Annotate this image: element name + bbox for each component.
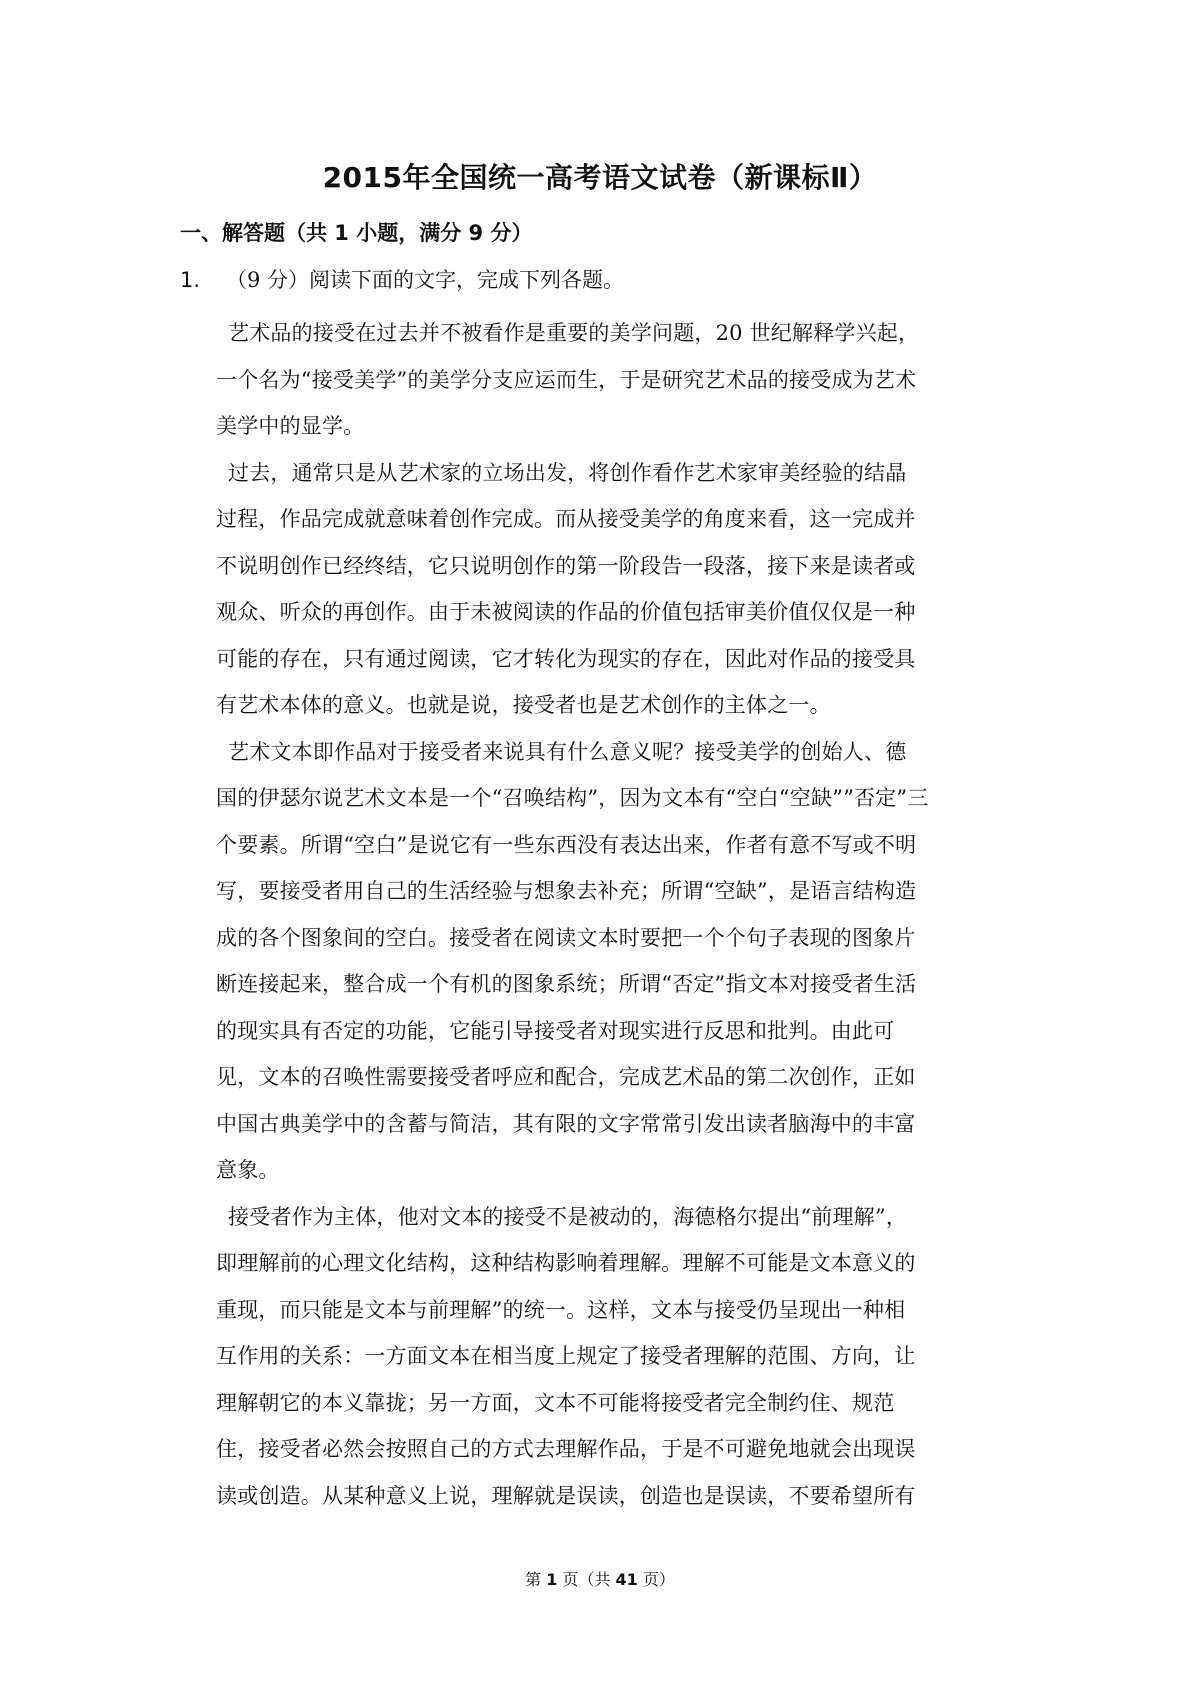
passage-line: 个要素。所谓“空白”是说它有一些东西没有表达出来，作者有意不写或不明 [216,832,917,857]
passage-line: 观众、听众的再创作。由于未被阅读的作品的价值包括审美价值仅仅是一种 [216,600,916,624]
passage-line: 一个名为“接受美学”的美学分支应运而生，于是研究艺术品的接受成为艺术 [216,367,917,392]
passage-line: 互作用的关系：一方面文本在相当度上规定了接受者理解的范围、方向，让 [216,1344,916,1368]
passage-line: 不说明创作已经终结，它只说明创作的第一阶段告一段落，接下来是读者或 [216,553,916,578]
footer-suffix: 页） [637,1570,675,1589]
passage-line: 即理解前的心理文化结构，这种结构影响着理解。理解不可能是文本意义的 [216,1251,916,1275]
passage-line: 见，文本的召唤性需要接受者呼应和配合，完成艺术品的第二次创作，正如 [216,1065,916,1089]
passage-paragraph-4 [216,1194,1026,1520]
question-prompt: （9 分）阅读下面的文字，完成下列各题。 [226,268,625,292]
question-number: 1. [180,268,201,292]
passage-line: 读或创造。从某种意义上说，理解就是误读，创造也是误读，不要希望所有 [216,1483,916,1508]
passage-line: 接受者作为主体，他对文本的接受不是被动的，海德格尔提出“前理解”， [228,1204,908,1229]
passage-line: 艺术文本即作品对于接受者来说具有什么意义呢？接受美学的创始人、德 [228,739,907,764]
footer-page-number: 1 [546,1570,558,1589]
passage-paragraph-3 [216,729,1026,1194]
footer-middle: 页（共 [557,1570,616,1589]
passage-line: 意象。 [216,1158,280,1182]
passage-line: 艺术品的接受在过去并不被看作是重要的美学问题，20 世纪解释学兴起， [228,321,920,345]
passage-paragraph-2 [216,450,1026,729]
passage-line: 成的各个图象间的空白。接受者在阅读文本时要把一个个句子表现的图象片 [216,925,916,950]
page-footer [0,1568,1200,1592]
passage-line: 的现实具有否定的功能，它能引导接受者对现实进行反思和批判。由此可 [216,1018,895,1043]
passage-line: 可能的存在，只有通过阅读，它才转化为现实的存在，因此对作品的接受具 [216,646,916,671]
reading-passage [216,310,1026,1519]
footer-prefix: 第 [525,1570,547,1589]
passage-line: 中国古典美学中的含蓄与简洁，其有限的文字常常引发出读者脑海中的丰富 [216,1111,916,1136]
passage-paragraph-1 [216,310,1026,450]
passage-line: 有艺术本体的意义。也就是说，接受者也是艺术创作的主体之一。 [216,693,831,717]
footer-total-pages: 41 [615,1570,638,1589]
passage-line: 重现，而只能是文本与前理解”的统一。这样，文本与接受仍呈现出一种相 [216,1297,906,1322]
passage-line: 写，要接受者用自己的生活经验与想象去补充；所谓“空缺”，是语言结构造 [216,879,917,903]
section-heading: 一、解答题（共 1 小题，满分 9 分） [180,221,533,245]
passage-line: 住，接受者必然会按照自己的方式去理解作品，于是不可避免地就会出现误 [216,1437,916,1461]
passage-line: 理解朝它的本义靠拢；另一方面，文本不可能将接受者完全制约住、规范 [216,1390,895,1415]
passage-line: 国的伊瑟尔说艺术文本是一个“召唤结构”，因为文本有“空白“空缺””否定”三 [216,786,929,810]
page-title: 2015年全国统一高考语文试卷（新课标Ⅱ） [322,161,878,194]
passage-line: 过程，作品完成就意味着创作完成。而从接受美学的角度来看，这一完成并 [216,507,916,531]
question-header [180,264,624,296]
passage-line: 断连接起来，整合成一个有机的图象系统；所谓“否定”指文本对接受者生活 [216,972,917,996]
passage-line: 美学中的显学。 [216,414,365,438]
passage-line: 过去，通常只是从艺术家的立场出发，将创作看作艺术家审美经验的结晶 [228,460,907,485]
